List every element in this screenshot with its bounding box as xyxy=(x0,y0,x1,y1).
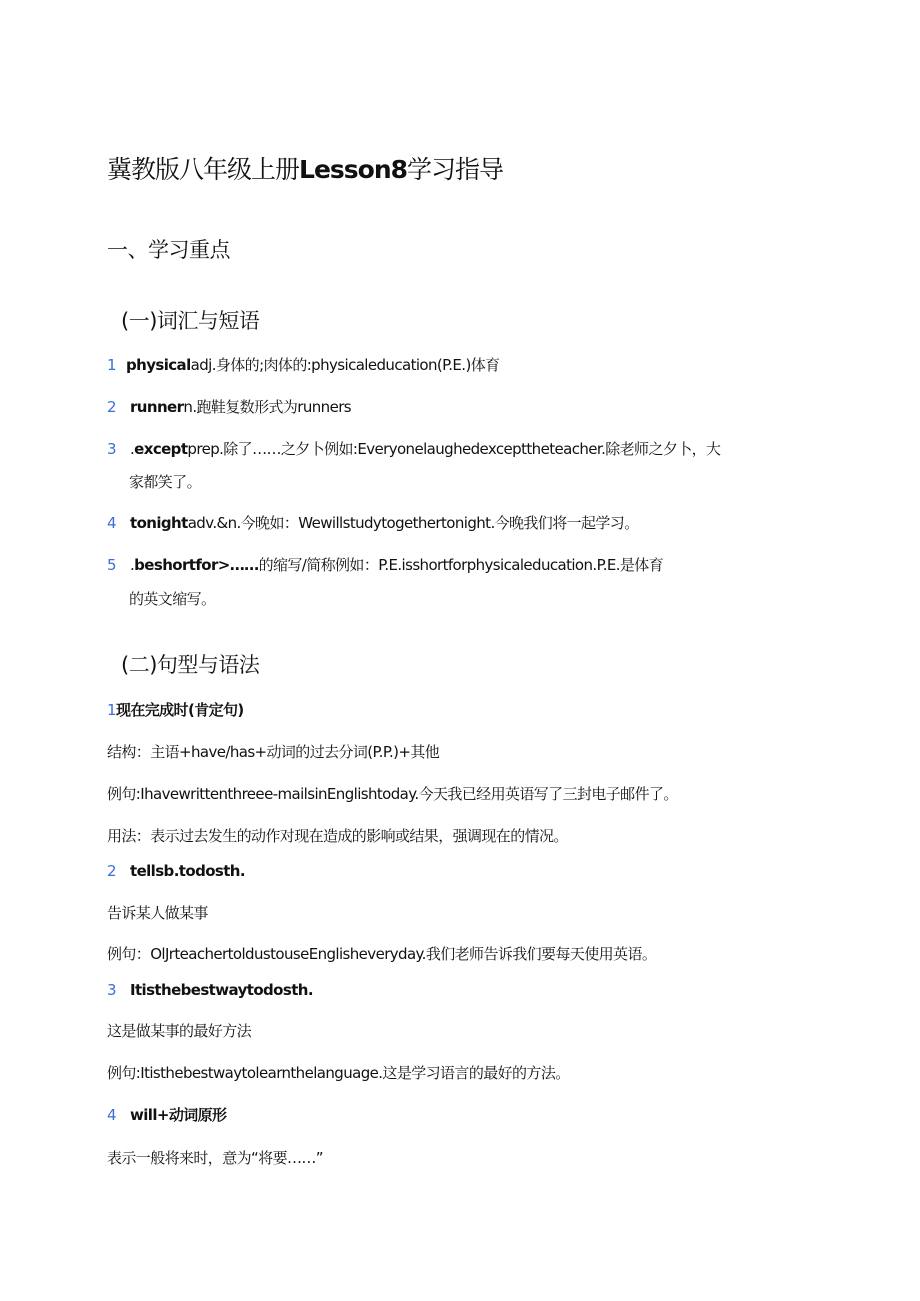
vocab-item: 2 runnern.跑鞋复数形式为runners xyxy=(107,398,351,416)
vocab-item: 4 tonightadv.&n.今晚如：Wewillstudytogethertonight.今晚我们将一起学习。 xyxy=(107,514,639,532)
section-heading-key-points: 一、学习重点 xyxy=(107,238,230,262)
grammar-meaning: 表示一般将来时，意为“将要……” xyxy=(107,1149,323,1167)
grammar-structure: 结构：主语+have/has+动词的过去分词(P.P.)+其他 xyxy=(107,743,440,761)
grammar-item-heading: 3 Itisthebestwaytodosth. xyxy=(107,981,313,999)
grammar-usage: 用法：表示过去发生的动作对现在造成的影响或结果，强调现在的情况。 xyxy=(107,827,568,845)
grammar-example: 例句：OlJrteachertoldustouseEnglisheveryday.我们老师告诉我们要每天使用英语。 xyxy=(107,945,657,963)
vocab-item-continuation: 家都笑了。 xyxy=(129,473,202,491)
vocab-item: 1 physicaladj.身体的;肉体的:physicaleducation(P.E.)体育 xyxy=(107,356,500,374)
vocab-item: 3 .exceptprep.除了……之夕卜例如:Everyonelaughedexcepttheteacher.除老师之夕卜，大 xyxy=(107,440,721,458)
grammar-meaning: 这是做某事的最好方法 xyxy=(107,1022,252,1040)
grammar-meaning: 告诉某人做某事 xyxy=(107,904,208,922)
subheading-vocabulary: (一)词汇与短语 xyxy=(121,309,260,333)
vocab-item: 5 .beshortfor>……的缩写/简称例如：P.E.isshortforphysicaleducation.P.E.是体育 xyxy=(107,556,664,574)
subheading-grammar: (二)句型与语法 xyxy=(121,653,260,677)
grammar-item-heading: 4 will+动词原形 xyxy=(107,1106,227,1124)
grammar-example: 例句:Itisthebestwaytolearnthelanguage.这是学习语言的最好的方法。 xyxy=(107,1064,570,1082)
document-title: 冀教版八年级上册Lesson8学习指导 xyxy=(107,155,504,184)
vocab-item-continuation: 的英文缩写。 xyxy=(129,590,216,608)
grammar-item-heading: 1现在完成时(肯定句) xyxy=(107,701,244,719)
grammar-item-heading: 2 tellsb.todosth. xyxy=(107,862,245,880)
grammar-example: 例句:Ihavewrittenthreee-mailsinEnglishtoday.今天我已经用英语写了三封电子邮件了。 xyxy=(107,785,678,803)
